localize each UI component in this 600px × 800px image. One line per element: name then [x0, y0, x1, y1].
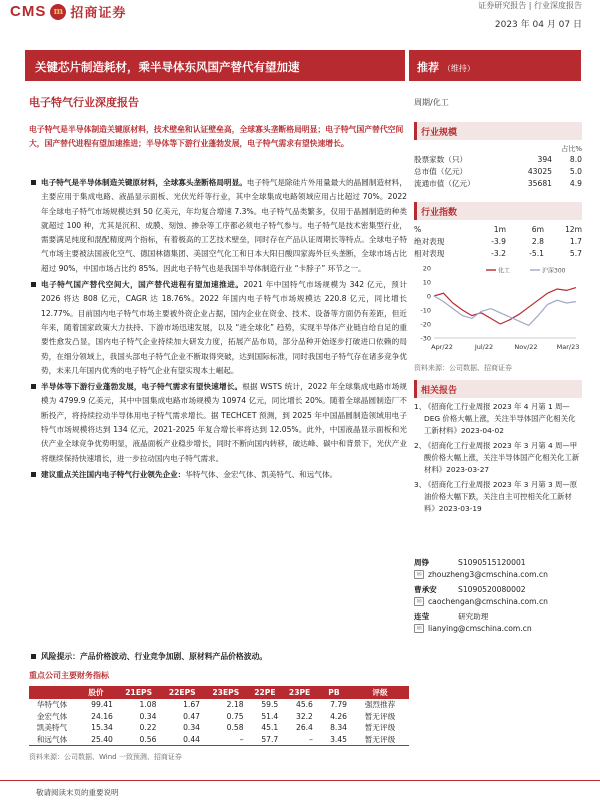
table-cell: 强烈推荐: [364, 700, 396, 710]
headline-banner: 关键芯片制造耗材，乘半导体东风国产替代有望加速: [25, 50, 405, 81]
table-cell: 24.16: [91, 711, 113, 721]
paragraph-text: 电子特气是除硅片外用量最大的晶圆制造材料，主要应用于集成电路、液晶显示面板、光伏光纤等行业，其中全球集成电路领域应用占比超过 70%。2022 年全球电子特气市场规模达到 50 亿美元，年均复合增速 7.3%。电子特气品类繁多，仅用于晶圆制造的种类就超过 100 种，尤其是沉积、成膜、刻蚀、掺杂等工序都必须电子特气参与。电子特气是技术密集型行业，需要满足纯度和混配精度两个指标，有着极高的工艺技术壁垒，同时存在产品认证周期长等特点。全球电子特气市场主要被法国液化空气、德国林德集团、美国空气化工和日本大阳日酸四家海外巨头垄断，全球市场占比超过 90%，中国市场占比约 85%。因此电子特气也是我国半导体制造行业 “卡脖子” 环节之一。: [41, 178, 407, 273]
scale-key: 流通市值（亿元）: [414, 179, 475, 188]
scale-share: 4.9: [569, 179, 582, 188]
x-tick-label: Nov/22: [514, 343, 538, 351]
paragraph-lead: 建议重点关注国内电子特气行业领先企业：: [41, 469, 186, 479]
logo-seal-icon: m: [50, 4, 66, 20]
rating-label: 推荐: [417, 61, 439, 74]
y-tick-label: -20: [420, 320, 431, 329]
table-cell: 0.34: [139, 711, 157, 721]
analyst-name: 连莹: [414, 611, 430, 621]
table-cell: 华特气体: [36, 700, 68, 710]
table-cell: 0.75: [226, 711, 244, 721]
scale-share: 5.0: [569, 167, 582, 176]
body-paragraph: [29, 380, 407, 466]
risk-warning: 风险提示：产品价格波动、行业竞争加剧、原材料产品价格波动。: [29, 651, 267, 662]
table-cell: 和远气体: [29, 734, 75, 746]
index-header: 12m: [564, 225, 582, 234]
report-date: 2023 年 04 月 07 日: [494, 20, 582, 30]
x-tick-label: Mar/23: [556, 343, 580, 351]
table-cell: 45.6: [295, 700, 313, 710]
body-text: [29, 176, 407, 484]
brand-logo: [10, 2, 126, 21]
column-header: 21EPS: [117, 686, 161, 699]
scale-key: 股票家数（只）: [414, 155, 468, 164]
index-chart: [414, 260, 582, 360]
related-report-item[interactable]: [414, 401, 582, 437]
table-row: [29, 734, 409, 746]
sector-label: 周期/化工: [414, 98, 449, 107]
scale-row: [414, 154, 582, 166]
table-source: 资料来源：公司数据、Wind 一致预测、招商证券: [29, 753, 182, 761]
analyst: [414, 583, 582, 607]
analyst-email[interactable]: zhouzheng3@cmschina.com.cn: [428, 569, 548, 579]
x-tick-label: Jul/22: [474, 343, 494, 351]
mail-icon: ✉: [414, 570, 424, 579]
related-report-item[interactable]: [414, 440, 582, 476]
analyst-email[interactable]: caochengan@cmschina.com.cn: [428, 596, 548, 606]
table-cell: 0.47: [183, 711, 200, 721]
x-tick-label: Apr/22: [431, 343, 453, 351]
scale-value: 43025: [527, 167, 552, 176]
table-row: [29, 711, 409, 723]
table-cell: 0.58: [226, 723, 244, 733]
analyst-list: [414, 556, 582, 637]
table-cell: 99.41: [91, 700, 113, 710]
financial-table: [29, 686, 409, 746]
y-tick-label: -30: [420, 334, 431, 343]
series-line-1: [434, 296, 576, 325]
paragraph-lead: 半导体等下游行业蓬勃发展，电子特气需求有望快速增长。: [41, 382, 243, 392]
mail-icon: ✉: [414, 597, 424, 606]
paragraph-lead: 电子特气是半导体制造关键原材料，全球寡头垄断格局明显。: [41, 178, 247, 187]
scale-unit: 占比%: [561, 145, 582, 153]
scale-key: 总市值（亿元）: [414, 167, 468, 176]
page-footer: 敬请阅读末页的重要说明: [0, 780, 600, 800]
paragraph-text: 根据 WSTS 统计，2022 年全球集成电路市场规模为 4799.9 亿美元，其中中国集成电路市场规模为 10974 亿元，同比增长 20%。随着全球晶圆制造厂不断投产，将持续拉动半导体用电子特气需求增长。据 TECHCET 预测，到 2025 年中国晶圆制造领域用电子特气市场规模将达到 134 亿元，2021-2025 年复合增长率将达到 12.05%。此外，中国液晶显示面板和光伏产业全球竞争优势明显，液晶面板产业稳步增长，同时不断向国内转移，破达峰、碳中和背景下，光伏产业将继续保持快速增长，进一步拉动国内电子特气需求。: [41, 382, 407, 463]
table-cell: 暂无评级: [364, 723, 396, 733]
table-cell: 2.18: [226, 700, 244, 710]
analyst-email[interactable]: lianying@cmschina.com.cn: [428, 623, 532, 633]
table-cell: 1.67: [183, 700, 200, 710]
table-cell: 0.22: [139, 723, 157, 733]
table-row: [29, 722, 409, 734]
table-cell: 8.34: [330, 723, 347, 733]
index-header-row: [414, 224, 582, 236]
index-header: 1m: [493, 225, 506, 234]
column-header: 22PE: [248, 686, 283, 699]
analyst-id: S1090515120001: [458, 557, 526, 567]
mail-icon: ✉: [414, 624, 424, 633]
table-cell: 51.4: [261, 711, 279, 721]
table-cell: 45.1: [261, 723, 279, 733]
table-cell: 0.44: [160, 734, 204, 746]
table-row: [29, 699, 409, 711]
scale-share: 8.0: [569, 155, 582, 164]
item-number: 2、: [414, 441, 427, 450]
item-number: 1、: [414, 402, 427, 411]
table-cell: 凯美特气: [36, 723, 68, 733]
table-cell: 4.26: [330, 711, 347, 721]
report-subtitle: 电子特气行业深度报告: [29, 96, 139, 109]
table-cell: –: [204, 734, 248, 746]
table-cell: 25.40: [75, 734, 117, 746]
table-cell: 3.45: [317, 734, 351, 746]
table-cell: 金宏气体: [36, 711, 68, 721]
table-cell: 59.5: [261, 700, 279, 710]
section-heading: 行业指数: [414, 202, 582, 220]
scale-row: [414, 166, 582, 178]
index-value: 5.7: [569, 249, 582, 258]
index-value: -5.1: [529, 249, 544, 258]
related-report-item[interactable]: [414, 479, 582, 515]
analyst-name: 曹承安: [414, 584, 437, 594]
item-text: 《招商化工行业周报 2023 年 4 月第 1 周—DEG 价格大幅上涨，关注半导体国产化相关化工新材料》2023-04-02: [424, 402, 576, 435]
legend-label: 化工: [498, 267, 511, 275]
table-cell: 32.2: [295, 711, 313, 721]
index-header: %: [414, 225, 422, 234]
table-title: 重点公司主要财务指标: [29, 671, 109, 680]
item-text: 《招商化工行业周报 2023 年 3 月第 3 周—原油价格大幅下跌，关注自主可控相关化工新材料》2023-03-19: [424, 480, 578, 513]
scale-value: 394: [537, 155, 552, 164]
index-row: [414, 236, 582, 248]
scale-value: 35681: [527, 179, 552, 188]
y-tick-label: -10: [420, 306, 431, 315]
table-cell: 暂无评级: [351, 734, 409, 746]
index-value: -3.2: [491, 249, 506, 258]
industry-index: [414, 202, 582, 260]
analyst-name: 周铮: [414, 557, 430, 567]
analyst-id: 研究助理: [458, 611, 489, 621]
summary-text: 电子特气是半导体制造关键原材料，技术壁垒和认证壁垒高，全球寡头垄断格局明显；电子特气国产替代空间大，国产替代进程有望加速推进；半导体等下游行业蓬勃发展，电子特气需求有望快速增长。: [29, 125, 404, 148]
index-value: 1.7: [569, 237, 582, 246]
analyst: [414, 556, 582, 580]
paragraph-text: 2021 年中国特气市场规模为 342 亿元，预计 2026 将达 808 亿元，CAGR 达 18.76%。2022 年国内电子特气市场规模达 220.8 亿元，同比增长 12.77%。目前国内电子特气市场主要被外资企业占据，国内企业在资金、技术、设备等方面仍有差距，但近年来，随着国家政策大力扶持、下游市场迅速发展，以及 “进全球化” 趋势，实现半导体产业链自给自足的重要性愈发凸显，国内电子特气企业持续加大研发力度，拓展产品布局，部分品种开始逐步打破进口依赖的局势，在细分领域上，我国头部电子特气企业不断取得突破，达到国际标准，同时我国电子特气存在诸多竞争优势，未来几年国内优秀的电子特气企业有望实现本土崛起。: [41, 280, 407, 375]
chart-source: 资料来源：公司数据、招商证券: [414, 364, 512, 372]
section-heading: 相关报告: [414, 380, 582, 398]
table-header-row: [29, 686, 409, 699]
index-value: -3.9: [491, 237, 506, 246]
column-header: 23EPS: [204, 686, 248, 699]
table-cell: 57.7: [248, 734, 283, 746]
section-heading: 行业规模: [414, 122, 582, 140]
index-header: 6m: [531, 225, 544, 234]
y-tick-label: 10: [422, 278, 431, 287]
table-cell: 0.56: [117, 734, 161, 746]
report-type: 证券研究报告 | 行业深度报告: [478, 1, 582, 10]
item-text: 《招商化工行业周报 2023 年 3 月第 4 周—甲酸价格大幅上涨，关注半导体国产化相关化工新材料》2023-03-27: [424, 441, 580, 474]
analyst: [414, 610, 582, 634]
scale-row: [414, 178, 582, 190]
paragraph-lead: 电子特气国产替代空间大，国产替代进程有望加速推进。: [41, 280, 244, 290]
analyst-id: S1090520080002: [458, 584, 526, 594]
logo-text-en: CMS: [10, 3, 47, 20]
report-meta: [478, 0, 582, 30]
table-cell: 1.08: [139, 700, 157, 710]
column-header: 股价: [75, 686, 117, 699]
index-key: 绝对表现: [414, 237, 445, 246]
table-cell: –: [282, 734, 317, 746]
industry-scale: [414, 122, 582, 190]
series-line-0: [434, 288, 576, 324]
table-cell: 7.79: [330, 700, 347, 710]
rating-sub: （维持）: [442, 64, 475, 73]
table-cell: 26.4: [295, 723, 313, 733]
table-cell: 0.34: [183, 723, 200, 733]
body-paragraph: [29, 176, 407, 276]
legend-label: 沪深300: [542, 267, 566, 275]
item-number: 3、: [414, 480, 427, 489]
logo-text-cn: 招商证券: [70, 6, 127, 21]
column-header: 评级: [351, 686, 409, 699]
rating-banner: [409, 50, 581, 81]
related-reports: [414, 380, 582, 515]
table-cell: 15.34: [91, 723, 113, 733]
y-tick-label: 0: [426, 292, 431, 301]
y-tick-label: 20: [422, 264, 431, 273]
body-paragraph: [29, 278, 407, 378]
column-header: [29, 686, 75, 699]
body-paragraph: [29, 468, 407, 482]
column-header: PB: [317, 686, 351, 699]
page-header: [0, 0, 600, 40]
index-value: 2.8: [531, 237, 544, 246]
column-header: 23PE: [282, 686, 317, 699]
index-key: 相对表现: [414, 249, 445, 258]
table-cell: 暂无评级: [364, 711, 396, 721]
paragraph-text: 华特气体、金宏气体、凯美特气、和远气体。: [185, 469, 338, 479]
column-header: 22EPS: [160, 686, 204, 699]
index-row: [414, 248, 582, 260]
